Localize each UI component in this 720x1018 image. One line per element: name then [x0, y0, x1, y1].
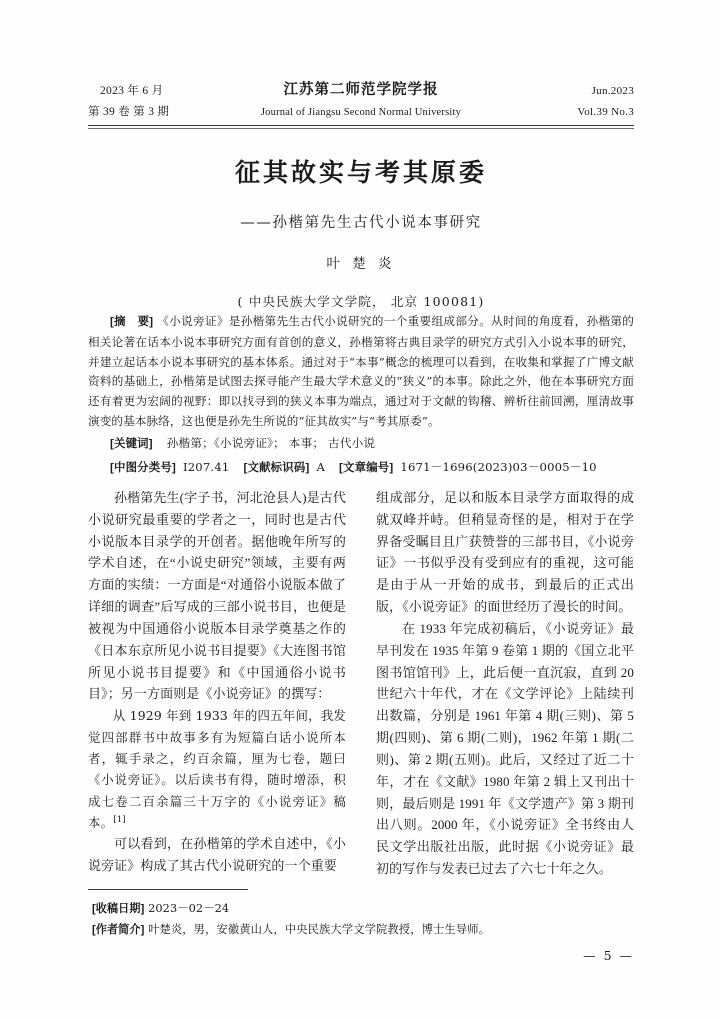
footnote-block [92, 899, 637, 941]
abstract-text: 《小说旁证》是孙楷第先生古代小说研究的一个重要组成部分。从时间的角度看，孙楷第的相关论著在话本小说本事研究方面有首创的意义，孙楷第将古典目录学的研究方式引入小说本事的研究，并建立起话本小说本事研究的基本体系。通过对于“本事”概念的梳理可以看到，在收集和掌握了广博文献资料的基础上，孙楷第是试图去探寻能产生最大学术意义的“狭义”的本事。除此之外，他在本事研究方面还有着更为宏阔的视野：即以找寻到的狭义本事为端点，通过对于文献的钩稽、辨析往前回溯，厘清故事演变的基本脉络，这也便是孙先生所说的“征其故实”与“考其原委”。 [88, 314, 634, 429]
title-block [88, 158, 634, 310]
footnote-marker: [1] [113, 814, 126, 825]
issue-date-en: Jun.2023 [591, 85, 634, 97]
keywords-text: 孙楷第；《小说旁证》； 本事； 古代小说 [166, 436, 376, 451]
author-bio-label: [作者简介] [92, 923, 145, 936]
volume-issue-cn: 第 39 卷 第 3 期 [88, 106, 170, 118]
volume-issue-en: Vol.39 No.3 [577, 106, 634, 118]
block-quote [88, 705, 346, 833]
author-affiliation: ( 中央民族大学文学院， 北京 100081) [237, 294, 485, 310]
keywords-label: [关键词] [110, 438, 153, 451]
column-left [88, 487, 346, 877]
identifiers-line [88, 456, 634, 479]
journal-name-cn: 江苏第二师范学院学报 [283, 82, 439, 98]
footnote-divider [88, 889, 248, 890]
author-bio-value: 叶楚炎，男，安徽黄山人，中央民族大学文学院教授，博士生导师。 [148, 922, 490, 936]
column-right [376, 487, 634, 880]
author-bio-line [92, 920, 637, 941]
abstract-label: [摘 要] [110, 316, 154, 328]
article-id-label: [文章编号] [339, 461, 394, 474]
journal-name-en: Journal of Jiangsu Second Normal University [260, 107, 462, 118]
masthead-row-primary [88, 78, 634, 99]
received-date-label: [收稿日期] [92, 903, 145, 915]
paragraph: 组成部分，足以和版本目录学方面取得的成就双峰并峙。但稍显奇怪的是，相对于在学界备受瞩目且广获赞誉的三部书目，《小说旁证》一书似乎没有受到应有的重视，这可能是由于从一开始的成书，到最后的正式出版，《小说旁证》的面世经历了漫长的时间。 [376, 490, 634, 615]
frontmatter [88, 312, 634, 479]
keywords-line [88, 432, 634, 455]
clc-value: I207.41 [182, 459, 230, 474]
article-id-value: 1671－1696(2023)03－0005－10 [400, 459, 597, 474]
document-code-label: [文献标识码] [243, 461, 310, 474]
masthead-divider [88, 125, 634, 129]
paragraph: 可以看到，在孙楷第的学术自述中，《小说旁证》构成了其古代小说研究的一个重要 [88, 836, 346, 874]
page-title: 征其故实与考其原委 [234, 160, 487, 187]
abstract-block [88, 312, 634, 432]
author-name: 叶 楚 炎 [326, 256, 396, 273]
page-number: — 5 — [583, 948, 634, 963]
article-body [88, 487, 634, 887]
received-date-line [92, 899, 637, 920]
paragraph: 孙楷第先生(字子书，河北沧县人)是古代小说研究最重要的学者之一，同时也是古代小说版本目录学的开创者。据他晚年所写的学术自述，在“小说史研究”领域，主要有两方面的实绩：一方面是“对通俗小说版本做了详细的调查”后写成的三部小说书目，也便是被视为中国通俗小说版本目录学奠基之作的《日本东京所见小说书目提要》《大连图书馆所见小说书目提要》和《中国通俗小说书目》；另一方面则是《小说旁证》的撰写： [88, 490, 346, 702]
issue-date-cn: 2023 年 6 月 [100, 85, 164, 97]
article-subtitle: ——孙楷第先生古代小说本事研究 [240, 215, 482, 232]
block-quote-text: 从 1929 年到 1933 年的四五年间，我发觉四部群书中故事多有为短篇白话小说所本者，辄手录之，约百余篇，厘为七卷，题曰《小说旁证》。以后读书有得，随时增添，积成七卷二百余篇三十万字的《小说旁证》稿本。 [88, 708, 346, 830]
document-code-value: A [316, 459, 326, 474]
received-date-value: 2023－02－24 [148, 902, 230, 915]
clc-label: [中图分类号] [110, 461, 176, 474]
masthead-row-secondary [88, 103, 634, 119]
paragraph: 在 1933 年完成初稿后，《小说旁证》最早刊发在 1935 年第 9 卷第 1 期的《国立北平图书馆馆刊》上，此后便一直沉寂，直到 20 世纪六十年代，才在《文学评论》上陆续刊出数篇，分别是 1961 年第 4 期(三则)、第 5 期(四则)、第 6 期(二则)，1962 年第 1 期(二则)、第 2 期(五则)。此后，又经过了近二十年，才在《文献》1980 年第 2 辑上又刊出十则，最后则是 1991 年《文学遗产》第 3 期刊出八则。2000 年，《小说旁证》全书终由人民文学出版社出版，此时据《小说旁证》最初的写作与发表已过去了六七十年之久。 [376, 620, 634, 877]
masthead [88, 78, 634, 124]
